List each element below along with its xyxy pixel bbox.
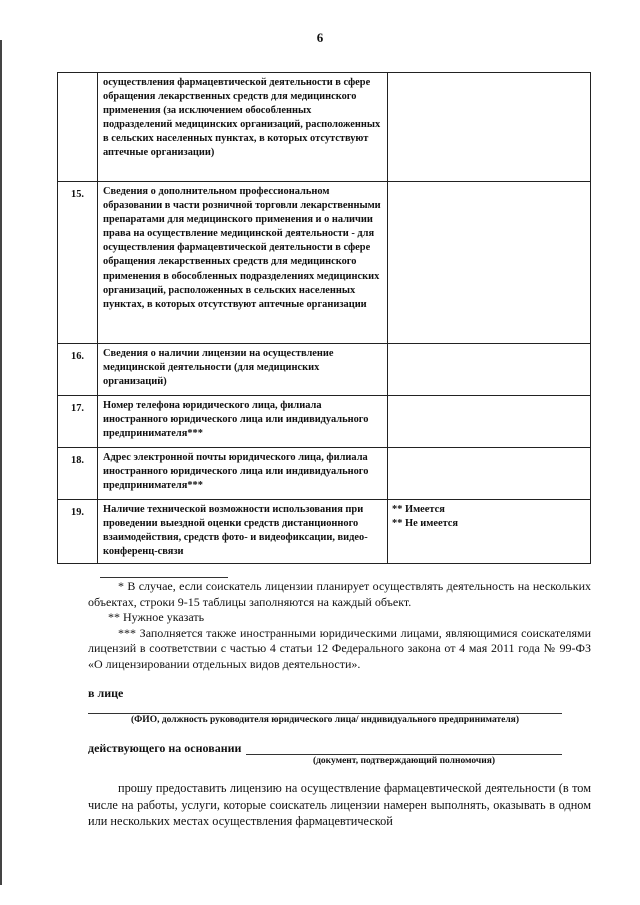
row-number: 17. [58, 396, 98, 448]
footnote-3: *** Заполняется также иностранными юридическими лицами, являющимися соискателями лицензий в соответствии с частью 4 статьи 12 Федерального закона от 4 мая 2011 года № 99-ФЗ «О лицензировании отдельных видов деятельности». [88, 625, 591, 671]
footnotes [88, 579, 591, 672]
document-caption: (документ, подтверждающий полномочия) [312, 756, 496, 766]
row-number: 15. [58, 182, 98, 344]
row-value-cell [388, 448, 591, 500]
footnote-2: ** Нужное указать [108, 610, 205, 624]
option-available: ** Имеется [392, 504, 445, 515]
row-value-cell [388, 344, 591, 396]
row-number: 16. [58, 344, 98, 396]
table-row [58, 182, 591, 344]
table-row [58, 344, 591, 396]
in-person-label: в лице [88, 686, 124, 700]
acting-basis-label: действующего на основании [88, 741, 242, 755]
page-number: 6 [316, 30, 324, 45]
row-value-cell [388, 500, 591, 564]
row-description: Сведения о наличии лицензии на осуществление медицинской деятельности (для медицинских организаций) [98, 344, 388, 396]
row-description: Наличие технической возможности использования при проведении выездной оценки средств дистанционного взаимодействия, средств фото- и видеофиксации, видео-конференц-связи [98, 500, 388, 564]
row-description: Номер телефона юридического лица, филиала иностранного юридического лица или индивидуального предпринимателя*** [98, 396, 388, 448]
row-number [58, 73, 98, 182]
row-description: Адрес электронной почты юридического лица, филиала иностранного юридического лица или индивидуального предпринимателя*** [98, 448, 388, 500]
option-not-available: ** Не имеется [392, 518, 459, 530]
application-table [57, 72, 591, 564]
footnote-separator [100, 577, 228, 578]
fio-input-line[interactable] [88, 713, 562, 714]
table-row [58, 396, 591, 448]
fio-caption: (ФИО, должность руководителя юридического лица/ индивидуального предпринимателя) [130, 715, 519, 725]
footnote-1: * В случае, если соискатель лицензии планирует осуществлять деятельность на нескольких объектах, строки 9-15 таблицы заполняются на каждый объект. [88, 579, 591, 609]
request-paragraph: прошу предоставить лицензию на осуществление фармацевтической деятельности (в том числе на работы, услуги, которые соискатель лицензии намерен выполнять, оказывать в одном или нескольких местах осуществления фармацевтической [88, 781, 591, 828]
table-row [58, 73, 591, 182]
row-value-cell [388, 182, 591, 344]
row-description: Сведения о дополнительном профессиональном образовании в части розничной торговли лекарственными препаратами для медицинского применения и о наличии права на осуществление медицинской деятельности - для осуществления фармацевтической деятельности в сфере обращения лекарственных средств для медицинского применения в обособленных подразделениях медицинских организаций, расположенных в сельских населенных пунктах, в которых отсутствуют аптечные организации [98, 182, 388, 344]
row-number: 19. [58, 500, 98, 564]
page-edge-line [0, 40, 2, 885]
row-value-cell [388, 396, 591, 448]
table-row [58, 448, 591, 500]
row-description: осуществления фармацевтической деятельности в сфере обращения лекарственных средств для медицинского применения (за исключением обособленных подразделений медицинских организаций, расположенных в сельских населенных пунктах, в которых отсутствуют аптечные организации) [98, 73, 388, 182]
row-value-cell [388, 73, 591, 182]
row-number: 18. [58, 448, 98, 500]
document-input-line[interactable] [246, 754, 562, 755]
table-row [58, 500, 591, 564]
